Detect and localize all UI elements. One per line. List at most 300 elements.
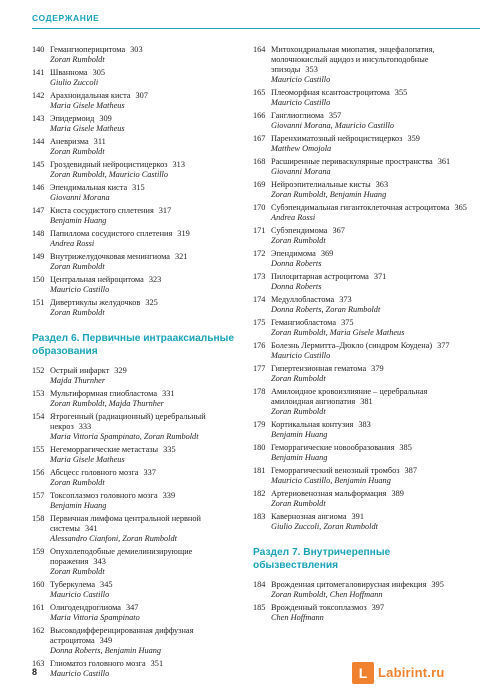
- toc-entry-title-line: [50, 626, 247, 646]
- toc-entry-author: Zoran Rumboldt: [50, 147, 105, 156]
- left-column: [32, 45, 247, 682]
- toc-entry-author: Mauricio Castillo: [271, 98, 331, 107]
- toc-entry: [253, 318, 468, 338]
- toc-entry: [32, 659, 247, 679]
- toc-entry-body: [271, 249, 468, 269]
- toc-entry-title: Ганглиоглиома: [271, 111, 324, 120]
- toc-entry-title: Папиллома сосудистого сплетения: [50, 229, 173, 238]
- toc-entry-number: 185: [253, 603, 266, 612]
- toc-entry-title-line: [50, 445, 247, 455]
- toc-list-section-7: [253, 580, 468, 623]
- toc-entry-author: Zoran Rumboldt: [271, 374, 326, 383]
- toc-entry: [253, 45, 468, 85]
- labirint-watermark: [352, 662, 478, 684]
- toc-entry-title-line: [50, 366, 247, 376]
- toc-entry-page: 355: [394, 88, 408, 97]
- toc-entry-title-line: [271, 512, 468, 522]
- toc-entry: [253, 203, 468, 223]
- toc-entry-page: 353: [305, 65, 318, 74]
- toc-entry-page: 375: [341, 318, 354, 327]
- toc-entry-page: 361: [437, 157, 451, 166]
- toc-entry: [32, 206, 247, 226]
- toc-entry: [253, 489, 468, 509]
- toc-entry-title: Нейроэпителиальные кисты: [271, 180, 371, 189]
- toc-entry-title-line: [50, 468, 247, 478]
- toc-entry-title-line: [50, 514, 247, 534]
- toc-entry-author: Benjamin Huang: [271, 453, 328, 462]
- toc-entry-number: 144: [32, 137, 45, 146]
- toc-entry-body: [271, 88, 468, 108]
- toc-entry: [253, 134, 468, 154]
- toc-entry-author: Zoran Rumboldt: [271, 407, 326, 416]
- toc-entry-page: 339: [162, 491, 176, 500]
- toc-entry-body: [271, 45, 468, 85]
- toc-entry-author: Giovanni Morana: [271, 167, 331, 176]
- toc-entry-number: 155: [32, 445, 45, 454]
- toc-entry-body: [271, 157, 468, 177]
- toc-entry-page: 385: [399, 443, 412, 452]
- toc-entry-author: Donna Roberts: [271, 259, 322, 268]
- toc-entry-body: [271, 603, 468, 623]
- toc-entry-number: 179: [253, 420, 266, 429]
- toc-entry-author: Giulio Zuccoli: [50, 78, 99, 87]
- toc-entry-author: Zoran Rumboldt, Maria Gisele Matheus: [271, 328, 405, 337]
- toc-entry-title-line: [50, 183, 247, 193]
- toc-entry: [32, 68, 247, 88]
- toc-entry: [32, 603, 247, 623]
- toc-entry-page: 389: [391, 489, 404, 498]
- toc-entry-title: Эпендимальная киста: [50, 183, 128, 192]
- header-title: СОДЕРЖАНИЕ: [32, 13, 100, 23]
- toc-entry-number: 176: [253, 341, 266, 350]
- toc-entry: [253, 580, 468, 600]
- toc-entry-number: 141: [32, 68, 45, 77]
- page-number: 8: [32, 667, 38, 677]
- toc-entry-body: [271, 180, 468, 200]
- toc-entry-page: 305: [92, 68, 106, 77]
- toc-entry-title: Плеоморфная ксантоастроцитома: [271, 88, 390, 97]
- toc-entry: [253, 364, 468, 384]
- toc-entry-title: Геморрагический венозный тромбоз: [271, 466, 400, 475]
- toc-entry: [253, 420, 468, 440]
- toc-entry-author: Andrea Rossi: [271, 213, 316, 222]
- toc-entry-page: 373: [339, 295, 352, 304]
- toc-entry-number: 163: [32, 659, 45, 668]
- toc-entry-author: Mauricio Castillo: [50, 285, 110, 294]
- toc-entry-page: 333: [78, 422, 92, 431]
- toc-entry: [32, 389, 247, 409]
- toc-entry-body: [50, 275, 247, 295]
- toc-entry-title: Мультиформная глиобластома: [50, 389, 158, 398]
- toc-entry-body: [50, 389, 247, 409]
- toc-entry-page: 323: [148, 275, 162, 284]
- toc-entry-title: Гемангиоперицитома: [50, 45, 126, 54]
- toc-entry-body: [50, 68, 247, 88]
- toc-entry-page: 319: [177, 229, 190, 238]
- section-7-heading: [253, 546, 468, 572]
- toc-entry-title: Амилоидное кровоизлияние – церебральная амилоидная ангиопатия: [271, 387, 428, 406]
- section-6-heading: [32, 332, 247, 358]
- toc-entry-number: 161: [32, 603, 45, 612]
- toc-entry-number: 173: [253, 272, 266, 281]
- toc-entry-page: 391: [351, 512, 364, 521]
- toc-entry-number: 160: [32, 580, 45, 589]
- toc-entry-page: 359: [407, 134, 420, 143]
- toc-entry-title: Аневризма: [50, 137, 89, 146]
- toc-entry-number: 162: [32, 626, 45, 635]
- toc-list-section-6: [32, 366, 247, 679]
- toc-entry-author: Zoran Rumboldt: [50, 308, 105, 317]
- toc-entry: [32, 229, 247, 249]
- toc-entry-number: 182: [253, 489, 266, 498]
- toc-entry-body: [271, 387, 468, 417]
- toc-entry-title-line: [50, 160, 247, 170]
- toc-entry-page: 395: [431, 580, 444, 589]
- toc-entry-title-line: [271, 341, 468, 351]
- toc-entry: [32, 275, 247, 295]
- toc-entry-number: 146: [32, 183, 45, 192]
- toc-entry-number: 152: [32, 366, 45, 375]
- toc-entry-body: [271, 318, 468, 338]
- toc-entry-body: [50, 580, 247, 600]
- toc-entry-number: 150: [32, 275, 45, 284]
- toc-entry: [253, 466, 468, 486]
- toc-entry-title: Внутрижелудочковая менингиома: [50, 252, 170, 261]
- toc-entry-title: Гемангиобластома: [271, 318, 337, 327]
- toc-entry-body: [271, 134, 468, 154]
- toc-entry-body: [271, 580, 468, 600]
- toc-entry: [32, 298, 247, 318]
- toc-entry: [32, 491, 247, 511]
- toc-entry-body: [50, 91, 247, 111]
- toc-entry-page: 363: [375, 180, 389, 189]
- toc-entry: [32, 514, 247, 544]
- toc-entry-body: [271, 203, 468, 223]
- toc-entry-number: 147: [32, 206, 45, 215]
- toc-entry-number: 183: [253, 512, 266, 521]
- toc-entry-title-line: [271, 603, 468, 613]
- toc-entry-author: Zoran Rumboldt, Chen Hoffmann: [271, 590, 383, 599]
- toc-entry-page: 315: [132, 183, 145, 192]
- toc-entry-title-line: [50, 298, 247, 308]
- toc-entry-number: 170: [253, 203, 266, 212]
- toc-entry-title-line: [271, 420, 468, 430]
- toc-entry: [253, 226, 468, 246]
- toc-entry-title: Арахноидальная киста: [50, 91, 131, 100]
- toc-entry-number: 172: [253, 249, 266, 258]
- toc-entry-title: Центральная нейроцитома: [50, 275, 144, 284]
- toc-entry-page: 397: [371, 603, 385, 612]
- toc-entry-author: Zoran Rumboldt: [50, 262, 105, 271]
- page-header: [32, 8, 480, 30]
- toc-entry-body: [50, 183, 247, 203]
- toc-entry-author: Chen Hoffmann: [271, 613, 324, 622]
- toc-entry: [32, 183, 247, 203]
- toc-entry-author: Benjamin Huang: [50, 501, 107, 510]
- toc-entry-title-line: [50, 603, 247, 613]
- toc-entry-title-line: [50, 547, 247, 567]
- toc-entry-author: Zoran Rumboldt: [271, 499, 326, 508]
- toc-entry-title: Медуллобластома: [271, 295, 335, 304]
- toc-entry: [32, 160, 247, 180]
- toc-entry-title-line: [271, 364, 468, 374]
- toc-entry-number: 145: [32, 160, 45, 169]
- toc-entry-body: [50, 547, 247, 577]
- toc-entry-body: [50, 366, 247, 386]
- toc-entry-title-line: [50, 580, 247, 590]
- toc-entry: [32, 366, 247, 386]
- toc-entry-title: Высокодифференцированная диффузная астроцитома: [50, 626, 194, 645]
- toc-entry-page: 309: [99, 114, 112, 123]
- toc-entry-title: Врожденный токсоплазмоз: [271, 603, 367, 612]
- toc-entry-number: 165: [253, 88, 266, 97]
- toc-entry-author: Zoran Rumboldt: [50, 567, 105, 576]
- toc-entry-author: Giovanni Morana, Mauricio Castillo: [271, 121, 395, 130]
- toc-entry-title: Кортикальная контузия: [271, 420, 354, 429]
- toc-entry-body: [271, 364, 468, 384]
- toc-entry-page: 369: [320, 249, 334, 258]
- toc-entry: [253, 88, 468, 108]
- toc-entry-author: Maria Vittoria Spampinato, Zoran Rumboldt: [50, 432, 199, 441]
- toc-entry-title: Опухолеподобные демиелинизирующие поражения: [50, 547, 193, 566]
- toc-entry-author: Benjamin Huang: [271, 430, 328, 439]
- toc-entry-title: Дивертикулы желудочков: [50, 298, 141, 307]
- toc-entry-number: 177: [253, 364, 266, 373]
- toc-entry-title-line: [271, 318, 468, 328]
- toc-entry-title: Острый инфаркт: [50, 366, 110, 375]
- toc-entry-number: 164: [253, 45, 266, 54]
- toc-entry-title-line: [271, 489, 468, 499]
- toc-entry-author: Giovanni Morana: [50, 193, 110, 202]
- toc-entry-number: 171: [253, 226, 266, 235]
- toc-entry: [32, 468, 247, 488]
- toc-entry-page: 377: [437, 341, 450, 350]
- toc-entry-title-line: [50, 206, 247, 216]
- toc-entry-title-line: [50, 91, 247, 101]
- toc-entry-author: Mauricio Castillo, Benjamin Huang: [271, 476, 391, 485]
- toc-entry-title: Глиоматоз головного мозга: [50, 659, 146, 668]
- toc-entry-author: Giulio Zuccoli, Zoran Rumboldt: [271, 522, 378, 531]
- toc-entry-title-line: [50, 68, 247, 78]
- toc-entry-title: Митохондриальная миопатия, энцефалопатия, молочнокислый ацидоз и инсультоподобные эпизоды: [271, 45, 435, 74]
- toc-entry-number: 157: [32, 491, 45, 500]
- toc-entry: [253, 111, 468, 131]
- toc-entry-page: 307: [135, 91, 148, 100]
- toc-entry-body: [50, 137, 247, 157]
- toc-entry-author: Donna Roberts: [271, 282, 322, 291]
- toc-entry-number: 169: [253, 180, 266, 189]
- toc-entry-title-line: [271, 157, 468, 167]
- toc-entry-body: [50, 468, 247, 488]
- toc-entry: [253, 249, 468, 269]
- toc-entry: [32, 45, 247, 65]
- toc-entry-page: 379: [371, 364, 384, 373]
- toc-entry: [253, 157, 468, 177]
- toc-entry-author: Maria Vittoria Spampinato: [50, 613, 140, 622]
- toc-entry-page: 341: [84, 524, 98, 533]
- toc-entry-page: 383: [358, 420, 371, 429]
- toc-entry-number: 143: [32, 114, 45, 123]
- toc-entry-body: [271, 226, 468, 246]
- toc-entry-author: Zoran Rumboldt: [50, 478, 105, 487]
- toc-entry-body: [50, 160, 247, 180]
- toc-entry-author: Donna Roberts, Zoran Rumboldt: [271, 305, 381, 314]
- toc-entry-body: [50, 412, 247, 442]
- toc-entry-page: 335: [163, 445, 176, 454]
- toc-entry: [32, 580, 247, 600]
- toc-entry-title-line: [271, 387, 468, 407]
- toc-entry-body: [271, 295, 468, 315]
- toc-entry-title-line: [50, 412, 247, 432]
- toc-entry-page: 337: [143, 468, 156, 477]
- toc-entry: [253, 512, 468, 532]
- toc-entry: [32, 626, 247, 656]
- toc-entry-body: [271, 420, 468, 440]
- toc-entry-body: [271, 489, 468, 509]
- labirint-logo-text: Labirint.ru: [378, 665, 445, 680]
- toc-entry-author: Majda Thurnher: [50, 376, 106, 385]
- toc-entry-title: Субэпендимальная гигантоклеточная астроцитома: [271, 203, 450, 212]
- toc-entry-title-line: [271, 580, 468, 590]
- toc-entry-body: [50, 229, 247, 249]
- toc-entry-number: 158: [32, 514, 45, 523]
- section-7-heading-line1: Раздел 7. Внутричерепные: [253, 547, 391, 558]
- toc-entry: [32, 445, 247, 465]
- toc-entry-title: Субэпендимома: [271, 226, 328, 235]
- toc-entry-author: Mauricio Castillo: [50, 669, 110, 678]
- toc-entry-page: 387: [404, 466, 417, 475]
- toc-entry-title-line: [271, 134, 468, 144]
- toc-entry-page: 311: [93, 137, 106, 146]
- toc-entry-author: Donna Roberts, Benjamin Huang: [50, 646, 162, 655]
- toc-entry-number: 153: [32, 389, 45, 398]
- toc-entry-body: [271, 466, 468, 486]
- toc-entry-page: 367: [332, 226, 345, 235]
- toc-entry-author: Zoran Rumboldt, Benjamin Huang: [271, 190, 387, 199]
- toc-entry-title: Эпидермоид: [50, 114, 95, 123]
- toc-entry-title: Кавернозная ангиома: [271, 512, 347, 521]
- section-6-heading-line2: образования: [32, 346, 98, 357]
- toc-entry: [253, 341, 468, 361]
- toc-entry-title-line: [271, 226, 468, 236]
- toc-entry-title: Расширенные периваскулярные пространства: [271, 157, 433, 166]
- toc-entry-author: Maria Gisele Matheus: [50, 124, 125, 133]
- toc-entry-page: 325: [145, 298, 158, 307]
- toc-entry-author: Mauricio Castillo: [50, 590, 110, 599]
- toc-entry-number: 159: [32, 547, 45, 556]
- toc-entry: [32, 252, 247, 272]
- toc-entry-title: Артериовенозная мальформация: [271, 489, 387, 498]
- toc-entry-page: 329: [114, 366, 127, 375]
- toc-entry-page: 313: [172, 160, 185, 169]
- toc-entry-number: 181: [253, 466, 266, 475]
- toc-entry-number: 175: [253, 318, 266, 327]
- toc-entry-title-line: [50, 491, 247, 501]
- toc-entry: [253, 387, 468, 417]
- toc-entry-title: Паренхиматозный нейроцистицеркоз: [271, 134, 403, 143]
- toc-entry-body: [50, 445, 247, 465]
- toc-list-right: [253, 45, 468, 532]
- toc-entry-body: [50, 491, 247, 511]
- toc-entry-page: 331: [162, 389, 175, 398]
- toc-entry-author: Zoran Rumboldt: [271, 236, 326, 245]
- toc-entry-page: 345: [100, 580, 113, 589]
- toc-entry: [253, 295, 468, 315]
- toc-entry-number: 151: [32, 298, 45, 307]
- toc-entry-title-line: [50, 659, 247, 669]
- toc-entry-page: 381: [360, 397, 373, 406]
- toc-entry-title: Шваннома: [50, 68, 88, 77]
- toc-entry-title: Киста сосудистого сплетения: [50, 206, 154, 215]
- toc-entry-title-line: [271, 203, 468, 213]
- toc-entry-body: [50, 45, 247, 65]
- toc-entry-title-line: [271, 249, 468, 259]
- toc-entry-body: [271, 512, 468, 532]
- toc-entry-page: 357: [328, 111, 342, 120]
- toc-entry-title: Токсоплазмоз головного мозга: [50, 491, 158, 500]
- toc-entry-number: 168: [253, 157, 266, 166]
- toc-entry-page: 371: [373, 272, 387, 281]
- header-divider: [32, 28, 480, 29]
- toc-entry-title-line: [271, 272, 468, 282]
- toc-entry-author: Benjamin Huang: [50, 216, 107, 225]
- toc-entry-body: [50, 206, 247, 226]
- toc-entry-author: Mauricio Castillo: [271, 75, 331, 84]
- toc-entry-number: 184: [253, 580, 266, 589]
- toc-entry-title: Врожденная цитомегаловирусная инфекция: [271, 580, 427, 589]
- toc-entry-body: [50, 626, 247, 656]
- toc-entry-title: Пилоцитарная астроцитома: [271, 272, 369, 281]
- toc-entry-page: 351: [150, 659, 164, 668]
- toc-entry-number: 180: [253, 443, 266, 452]
- toc-entry-number: 148: [32, 229, 45, 238]
- toc-entry-body: [50, 514, 247, 544]
- toc-entry-body: [271, 272, 468, 292]
- toc-entry-body: [271, 443, 468, 463]
- toc-entry-title-line: [271, 111, 468, 121]
- toc-entry-title-line: [271, 443, 468, 453]
- toc-entry-body: [271, 111, 468, 131]
- toc-entry-author: Maria Gisele Matheus: [50, 101, 125, 110]
- toc-entry-title: Абсцесс головного мозга: [50, 468, 139, 477]
- toc-entry: [32, 412, 247, 442]
- toc-list-left: [32, 45, 247, 318]
- toc-entry-author: Maria Gisele Matheus: [50, 455, 125, 464]
- toc-entry-title-line: [271, 180, 468, 190]
- toc-entry-number: 154: [32, 412, 45, 421]
- toc-entry-author: Matthew Omojola: [271, 144, 332, 153]
- toc-entry-title-line: [50, 137, 247, 147]
- toc-entry: [32, 114, 247, 134]
- toc-entry-page: 349: [99, 636, 113, 645]
- toc-entry-number: 140: [32, 45, 45, 54]
- toc-entry-title: Геморрагические новообразования: [271, 443, 395, 452]
- toc-entry-number: 167: [253, 134, 266, 143]
- toc-entry-title-line: [271, 45, 468, 75]
- toc-entry-body: [50, 298, 247, 318]
- toc-entry-title: Первичная лимфома центральной нервной системы: [50, 514, 201, 533]
- toc-entry-number: 166: [253, 111, 266, 120]
- toc-entry-author: Zoran Rumboldt, Majda Thurnher: [50, 399, 164, 408]
- toc-entry-page: 317: [158, 206, 172, 215]
- toc-entry-page: 365: [454, 203, 467, 212]
- toc-entry: [253, 180, 468, 200]
- toc-entry-number: 156: [32, 468, 45, 477]
- toc-entry-number: 149: [32, 252, 45, 261]
- toc-entry-title: Туберкулема: [50, 580, 96, 589]
- toc-entry-page: 343: [93, 557, 106, 566]
- toc-entry-body: [271, 341, 468, 361]
